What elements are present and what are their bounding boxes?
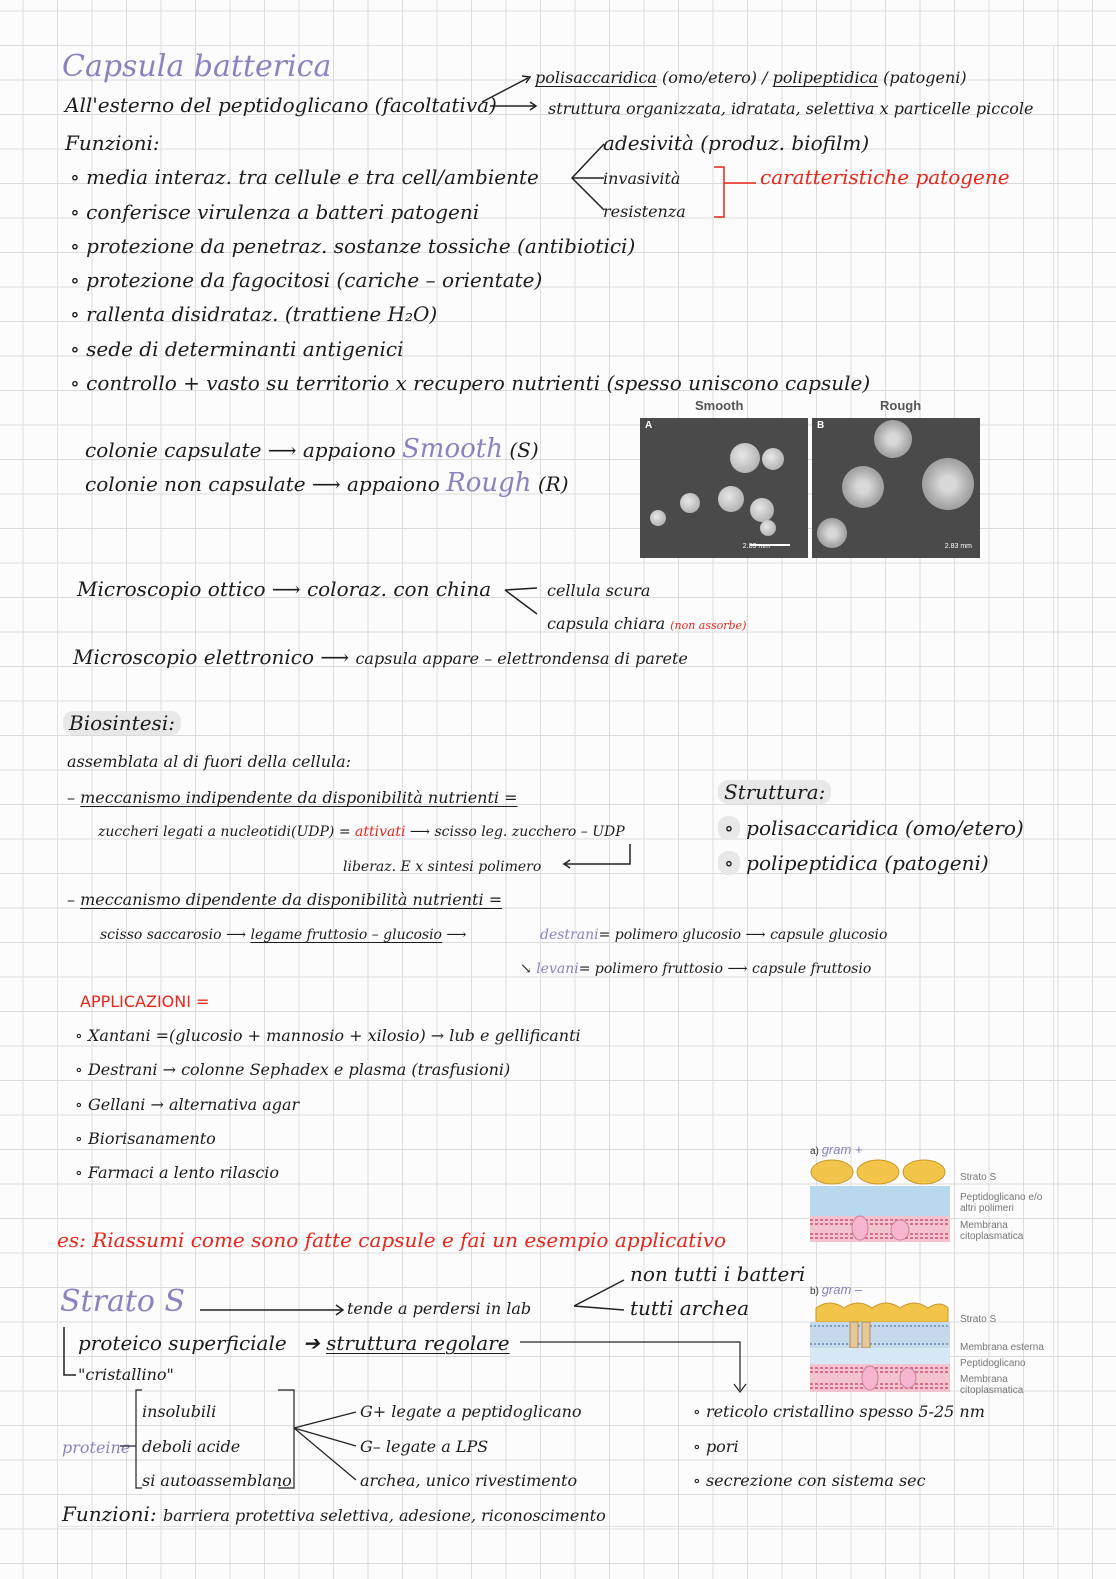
proteine-prop: insolubili bbox=[142, 1402, 217, 1421]
gram-negative-diagram bbox=[810, 1280, 1050, 1400]
mech2-detail: scisso saccarosio ⟶ legame fruttosio – glucosio ⟶ bbox=[100, 927, 467, 943]
figure-label-rough: Rough bbox=[880, 398, 922, 413]
panel-smooth bbox=[640, 418, 808, 558]
side-resistenza: resistenza bbox=[603, 202, 686, 221]
page-title: Capsula batterica bbox=[62, 49, 332, 84]
colonie-row1: colonie capsulate ⟶ appaiono Smooth (S) bbox=[85, 434, 539, 464]
colony bbox=[922, 458, 974, 510]
strato-feature: ∘ pori bbox=[693, 1437, 739, 1456]
ottico-r2: capsula chiara (non assorbe) bbox=[547, 614, 747, 633]
funzioni-item: ∘ protezione da penetraz. sostanze tossiche (antibiotici) bbox=[70, 234, 636, 258]
applicazioni-item: ∘ Xantani =(glucosio + mannosio + xilosio) → lub e gellificanti bbox=[75, 1026, 581, 1045]
applicazioni-item: ∘ Biorisanamento bbox=[75, 1129, 216, 1148]
destrani-line: destrani= polimero glucosio ⟶ capsule glucosio bbox=[540, 927, 888, 943]
funzioni-branch-arrows bbox=[568, 138, 608, 218]
mech2: – meccanismo dipendente da disponibilità nutrienti = bbox=[67, 890, 503, 909]
side-note: caratteristiche patogene bbox=[760, 165, 1010, 189]
strato-arrow bbox=[200, 1298, 350, 1318]
gram-pos-layer: Membrana citoplasmatica bbox=[960, 1220, 1024, 1242]
panel-a-label: A bbox=[645, 420, 653, 431]
funzioni-item: ∘ rallenta disidrataz. (trattiene H₂O) bbox=[70, 302, 438, 326]
scale-b: 2.83 mm bbox=[944, 543, 972, 550]
colony bbox=[842, 466, 884, 508]
mech1-detail: zuccheri legati a nucleotidi(UDP) = attivati ⟶ scisso leg. zucchero – UDP bbox=[98, 824, 625, 840]
gram-pos-layer: Peptidoglicano e/o altri polimeri bbox=[960, 1192, 1043, 1214]
intro-arrows bbox=[480, 70, 540, 115]
microscopio-elettronico: Microscopio elettronico ⟶ capsula appare – elettrondensa di parete bbox=[73, 645, 688, 669]
applicazioni-item: ∘ Destrani → colonne Sephadex e plasma (trasfusioni) bbox=[75, 1060, 511, 1079]
colony bbox=[760, 520, 776, 536]
mech1: – meccanismo indipendente da disponibilità nutrienti = bbox=[67, 788, 518, 807]
strato-arrow-down bbox=[520, 1330, 750, 1398]
gram-neg-layer: Membrana esterna bbox=[960, 1342, 1044, 1353]
colonies-figure bbox=[640, 398, 986, 560]
intro-branch1: polisaccaridica (omo/etero) / polipeptidica (patogeni) bbox=[535, 68, 967, 87]
gram-neg-label: b) gram – bbox=[810, 1282, 863, 1297]
gram-positive-diagram bbox=[810, 1140, 1050, 1250]
intro-left: All'esterno del peptidoglicano (facoltativa) bbox=[65, 93, 497, 117]
colonie-row2: colonie non capsulate ⟶ appaiono Rough (R) bbox=[85, 468, 569, 498]
strato-left-bracket bbox=[60, 1325, 80, 1383]
struttura-item: ∘ polipeptidica (patogeni) bbox=[718, 851, 989, 875]
colony bbox=[730, 443, 760, 473]
biosintesi-line1: assemblata al di fuori della cellula: bbox=[67, 752, 352, 771]
levani-line: ↘ levani= polimero fruttosio ⟶ capsule fruttosio bbox=[520, 961, 872, 977]
proteine-prop: si autoassemblano bbox=[142, 1471, 292, 1490]
strato-s-title: Strato S bbox=[60, 1284, 186, 1319]
proteine-link: archea, unico rivestimento bbox=[360, 1471, 578, 1490]
strato-r1: non tutti i batteri bbox=[630, 1262, 806, 1286]
gram-neg-layers bbox=[810, 1300, 950, 1400]
scale-a: 2.83 mm bbox=[742, 543, 770, 550]
colony bbox=[718, 486, 744, 512]
applicazioni-item: ∘ Farmaci a lento rilascio bbox=[75, 1163, 280, 1182]
funzioni-item: ∘ sede di determinanti antigenici bbox=[70, 337, 404, 361]
colony bbox=[750, 498, 774, 522]
colony bbox=[817, 518, 847, 548]
funzioni-heading: Funzioni: bbox=[65, 131, 160, 155]
red-bracket bbox=[712, 165, 762, 221]
funzioni-item: ∘ controllo + vasto su territorio x recupero nutrienti (spesso uniscono capsule) bbox=[70, 371, 871, 395]
proteine-label: proteine bbox=[62, 1438, 131, 1457]
proteine-link: G– legate a LPS bbox=[360, 1437, 489, 1456]
microscopio-ottico: Microscopio ottico ⟶ coloraz. con china bbox=[77, 577, 492, 601]
strato-branch-arrows bbox=[572, 1272, 632, 1322]
biosintesi-heading: Biosintesi: bbox=[63, 711, 181, 735]
struttura-item: ∘ polisaccaridica (omo/etero) bbox=[718, 816, 1024, 840]
applicazioni-item: ∘ Gellani → alternativa agar bbox=[75, 1095, 300, 1114]
side-invasivita: invasività bbox=[603, 169, 681, 188]
colony bbox=[874, 420, 912, 458]
struttura-heading: Struttura: bbox=[718, 780, 831, 804]
strato-feature: ∘ reticolo cristallino spesso 5-25 nm bbox=[693, 1402, 985, 1421]
strato-cristallino: "cristallino" bbox=[78, 1365, 174, 1384]
proteine-link: G+ legate a peptidoglicano bbox=[360, 1402, 582, 1421]
strato-struttura-line: ➔ struttura regolare bbox=[303, 1331, 510, 1355]
funzioni-item: ∘ protezione da fagocitosi (cariche – orientate) bbox=[70, 268, 543, 292]
mech1-return-arrow bbox=[560, 842, 640, 872]
strato-proteico: proteico superficiale bbox=[78, 1331, 287, 1355]
strato-r2: tutti archea bbox=[630, 1296, 750, 1320]
gram-pos-layers bbox=[810, 1158, 950, 1248]
applicazioni-heading: APPLICAZIONI = bbox=[80, 992, 210, 1011]
strato-funzioni: Funzioni: barriera protettiva selettiva, adesione, riconoscimento bbox=[62, 1502, 606, 1526]
panel-b-label: B bbox=[817, 420, 825, 431]
funzioni-item: ∘ conferisce virulenza a batteri patogeni bbox=[70, 200, 480, 224]
gram-neg-layer: Strato S bbox=[960, 1314, 997, 1325]
gram-pos-label: a) gram + bbox=[810, 1142, 863, 1157]
gram-neg-layer: Membrana citoplasmatica bbox=[960, 1374, 1024, 1396]
esercizio: es: Riassumi come sono fatte capsule e fai un esempio applicativo bbox=[57, 1228, 727, 1252]
figure-label-smooth: Smooth bbox=[695, 398, 744, 413]
panel-rough bbox=[812, 418, 980, 558]
funzioni-item: ∘ media interaz. tra cellule e tra cell/ambiente bbox=[70, 165, 539, 189]
strato-tends: tende a perdersi in lab bbox=[347, 1299, 532, 1318]
strato-feature: ∘ secrezione con sistema sec bbox=[693, 1471, 926, 1490]
mech1-lib: liberaz. E x sintesi polimero bbox=[343, 859, 542, 875]
gram-pos-layer: Strato S bbox=[960, 1172, 997, 1183]
colony bbox=[762, 448, 784, 470]
intro-branch2: struttura organizzata, idratata, selettiva x particelle piccole bbox=[548, 99, 1034, 118]
gram-neg-layer: Peptidoglicano bbox=[960, 1358, 1026, 1369]
ottico-branch-arrows bbox=[503, 580, 543, 620]
colony bbox=[680, 493, 700, 513]
side-adesivita: adesività (produz. biofilm) bbox=[603, 131, 870, 155]
ottico-r1: cellula scura bbox=[547, 581, 651, 600]
colony bbox=[650, 510, 666, 526]
proteine-prop: deboli acide bbox=[142, 1437, 241, 1456]
